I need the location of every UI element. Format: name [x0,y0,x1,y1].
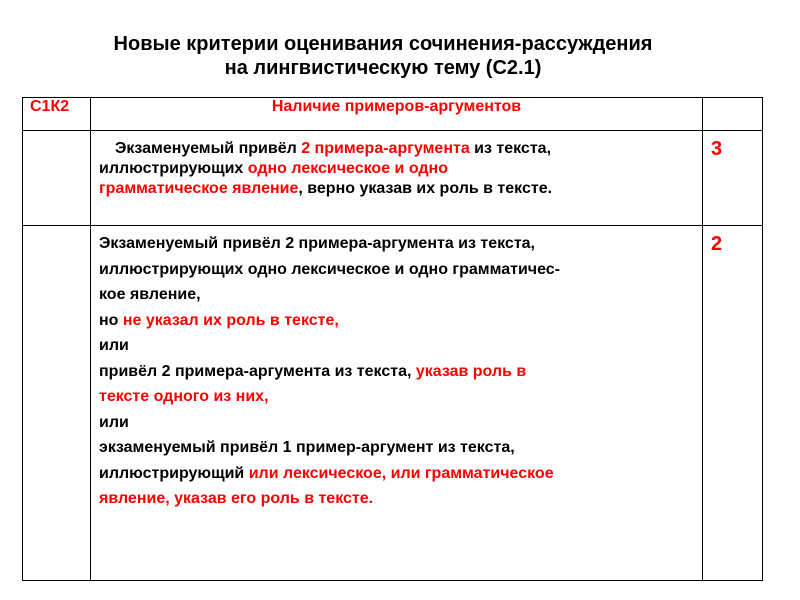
highlight-fragment: указав роль в [415,362,527,380]
empty-code-cell [23,226,91,581]
table-row-score-2 [23,226,763,581]
desc-line: иллюстрирующих одно лексическое и одно грамматичес- [99,260,560,278]
desc-line: кое явление, [99,286,201,303]
desc-line: явление, указав его роль в тексте. [99,490,374,507]
desc-line: или [99,337,129,354]
page-title [0,32,766,80]
text-fragment: иллюстрирующий [99,464,249,482]
highlight-fragment: одно лексическое и одно [247,160,448,177]
text-fragment: из текста, [469,140,552,157]
desc-line [99,359,698,385]
desc-line: экзаменуемый привёл 1 пример-аргумент из текста, [99,439,515,456]
desc-line: Экзаменуемый привёл 2 примера-аргумента из текста, [99,235,535,252]
desc-line [99,159,698,179]
score-cell-2: 2 [703,226,763,581]
desc-line [99,308,698,334]
description-cell-score-3 [91,131,703,226]
highlight-fragment: или лексическое, или грамматическое [248,464,554,482]
desc-line: тексте одного из них, [99,388,269,405]
empty-code-cell [23,131,91,226]
title-line-2: на лингвистическую тему (С2.1) [224,57,542,79]
desc-line [99,461,698,487]
criteria-table [22,97,763,581]
text-fragment: Экзаменуемый привёл [115,140,302,157]
criterion-name-cell: Наличие примеров-аргументов [91,98,703,131]
text-fragment: привёл 2 примера-аргумента из текста, [99,362,416,380]
table-row-score-3 [23,131,763,226]
header-score-cell [703,98,763,131]
text-fragment: но [99,311,123,329]
title-line-1: Новые критерии оценивания сочинения-рассуждения [113,33,653,55]
text-fragment: , верно указав их роль в тексте. [298,180,553,197]
highlight-fragment: не указал их роль в тексте, [122,311,339,329]
criterion-code-cell: С1К2 [23,98,91,131]
highlight-fragment: грамматическое явление [99,180,299,197]
desc-line [99,139,698,159]
table-header-row [23,98,763,131]
highlight-fragment: 2 примера-аргумента [301,140,470,157]
description-cell-score-2 [91,226,703,581]
desc-line [99,179,698,199]
desc-line: или [99,413,129,431]
text-fragment: иллюстрирующих [99,160,248,177]
score-cell-3: 3 [703,131,763,226]
